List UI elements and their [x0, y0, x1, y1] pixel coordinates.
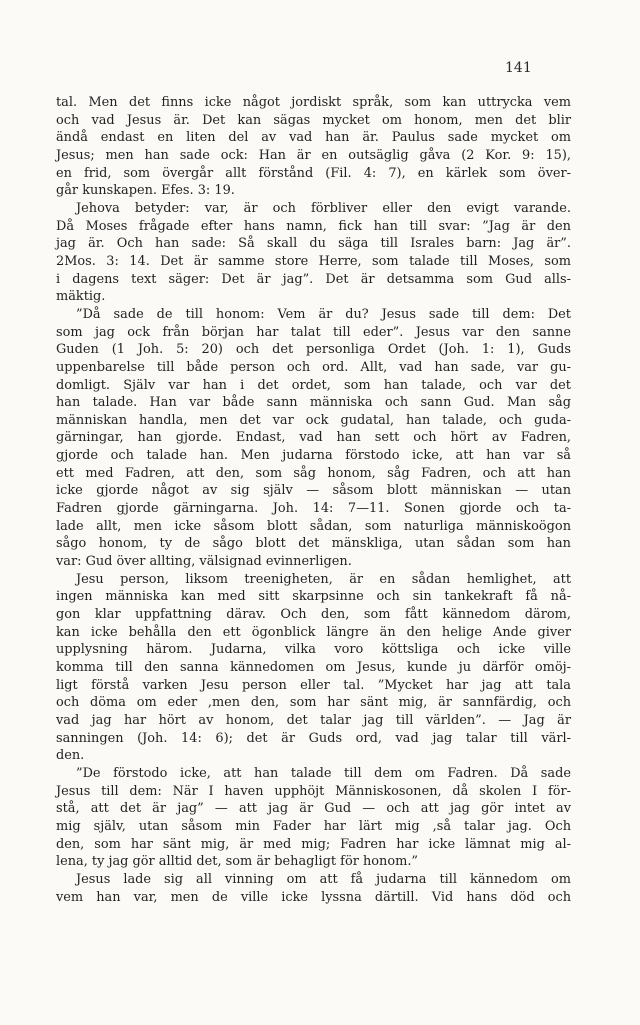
- text-line: sågo honom, ty de sågo blott det mänskliga, utan sådan som han: [56, 536, 571, 552]
- text-line: 2Mos. 3: 14. Det är samme store Herre, som talade till Moses, som: [56, 253, 571, 269]
- text-line: Jesus lade sig all vinning om att få judarna till kännedom om: [76, 871, 571, 887]
- text-line: Jehova betyder: var, är och förbliver eller den evigt varande.: [76, 200, 571, 216]
- text-line: går kunskapen. Efes. 3: 19.: [56, 183, 235, 199]
- text-line: ”Då sade de till honom: Vem är du? Jesus sade till dem: Det: [76, 306, 571, 322]
- text-line: icke gjorde något av sig själv — såsom blott människan — utan: [56, 483, 571, 499]
- text-line: vad jag har hört av honom, det talar jag till världen”. — Jag är: [56, 712, 571, 728]
- text-line: uppenbarelse till både person och ord. Allt, vad han sade, var gu-: [56, 359, 571, 375]
- text-line: vem han var, men de ville icke lyssna därtill. Vid hans död och: [56, 889, 571, 905]
- text-line: komma till den sanna kännedomen om Jesus, kunde ju därför omöj-: [56, 660, 571, 675]
- text-line: domligt. Själv var han i det ordet, som han talade, och var det: [56, 377, 571, 393]
- text-line: ligt förstå varken Jesu person eller tal. ”Mycket har jag att tala: [56, 677, 571, 693]
- text-line: och vad Jesus är. Det kan sägas mycket om honom, men det blir: [56, 112, 571, 128]
- text-line: och döma om eder ,men den, som har sänt mig, är sannfärdig, och: [56, 695, 571, 711]
- text-line: ett med Fadren, att den, som såg honom, såg Fadren, och att han: [56, 465, 571, 481]
- text-line: Jesus; men han sade ock: Han är en outsäglig gåva (2 Kor. 9: 15),: [56, 147, 571, 163]
- text-line: en frid, som övergår allt förstånd (Fil. 4: 7), en kärlek som över-: [56, 165, 571, 181]
- text-line: gon klar uppfattning därav. Och den, som fått kännedom därom,: [56, 607, 571, 623]
- body-text: [56, 94, 571, 906]
- text-line: upplysning härom. Judarna, vilka voro köttsliga och icke ville: [56, 642, 571, 658]
- text-line: som jag ock från början har talat till eder”. Jesus var den sanne: [56, 324, 571, 340]
- text-line: gjorde och talade han. Men judarna förstodo icke, att han var så: [56, 448, 571, 464]
- text-line: den.: [56, 748, 85, 764]
- text-line: gärningar, han gjorde. Endast, vad han sett och hört av Fadren,: [56, 430, 571, 446]
- text-line: kan icke behålla den ett ögonblick längre än den helige Ande giver: [56, 624, 571, 640]
- text-line: människan handla, men det var ock gudatal, han talade, och guda-: [56, 412, 571, 428]
- text-line: lena, ty jag gör alltid det, som är behagligt för honom.”: [56, 854, 419, 870]
- text-line: i dagens text säger: Det är jag”. Det är detsamma som Gud alls-: [56, 271, 571, 287]
- text-line: Fadren gjorde gärningarna. Joh. 14: 7—11. Sonen gjorde och ta-: [56, 501, 571, 517]
- text-line: sanningen (Joh. 14: 6); det är Guds ord, vad jag talar till värl-: [56, 730, 571, 746]
- text-line: Jesu person, liksom treenigheten, är en sådan hemlighet, att: [76, 571, 571, 587]
- page-number: 141: [505, 60, 532, 76]
- text-line: tal. Men det finns icke något jordiskt språk, som kan uttrycka vem: [56, 95, 571, 110]
- text-line: ändå endast en liten del av vad han är. Paulus sade mycket om: [56, 130, 571, 146]
- text-line: mäktig.: [56, 289, 106, 305]
- text-line: Då Moses frågade efter hans namn, fick han till svar: ”Jag är den: [56, 218, 571, 234]
- text-line: Guden (1 Joh. 5: 20) och det personliga Ordet (Joh. 1: 1), Guds: [56, 342, 571, 358]
- text-line: mig själv, utan såsom min Fader har lärt mig ,så talar jag. Och: [56, 818, 571, 834]
- text-line: ”De förstodo icke, att han talade till dem om Fadren. Då sade: [76, 765, 571, 781]
- text-line: Jesus till dem: När I haven upphöjt Människosonen, då skolen I för-: [56, 783, 571, 799]
- text-line: han talade. Han var både sann människa och sann Gud. Man såg: [56, 395, 571, 411]
- text-line: den, som har sänt mig, är med mig; Fadren har icke lämnat mig al-: [56, 836, 571, 852]
- text-line: stå, att det är jag” — att jag är Gud — och att jag gör intet av: [56, 801, 571, 817]
- text-line: ingen människa kan med sitt skarpsinne och sin tankekraft få nå-: [56, 589, 571, 605]
- text-line: jag är. Och han sade: Så skall du säga till Israles barn: Jag är”.: [56, 236, 571, 252]
- text-line: var: Gud över allting, välsignad evinnerligen.: [56, 554, 352, 570]
- text-line: lade allt, men icke såsom blott sådan, som naturliga människoögon: [56, 518, 571, 534]
